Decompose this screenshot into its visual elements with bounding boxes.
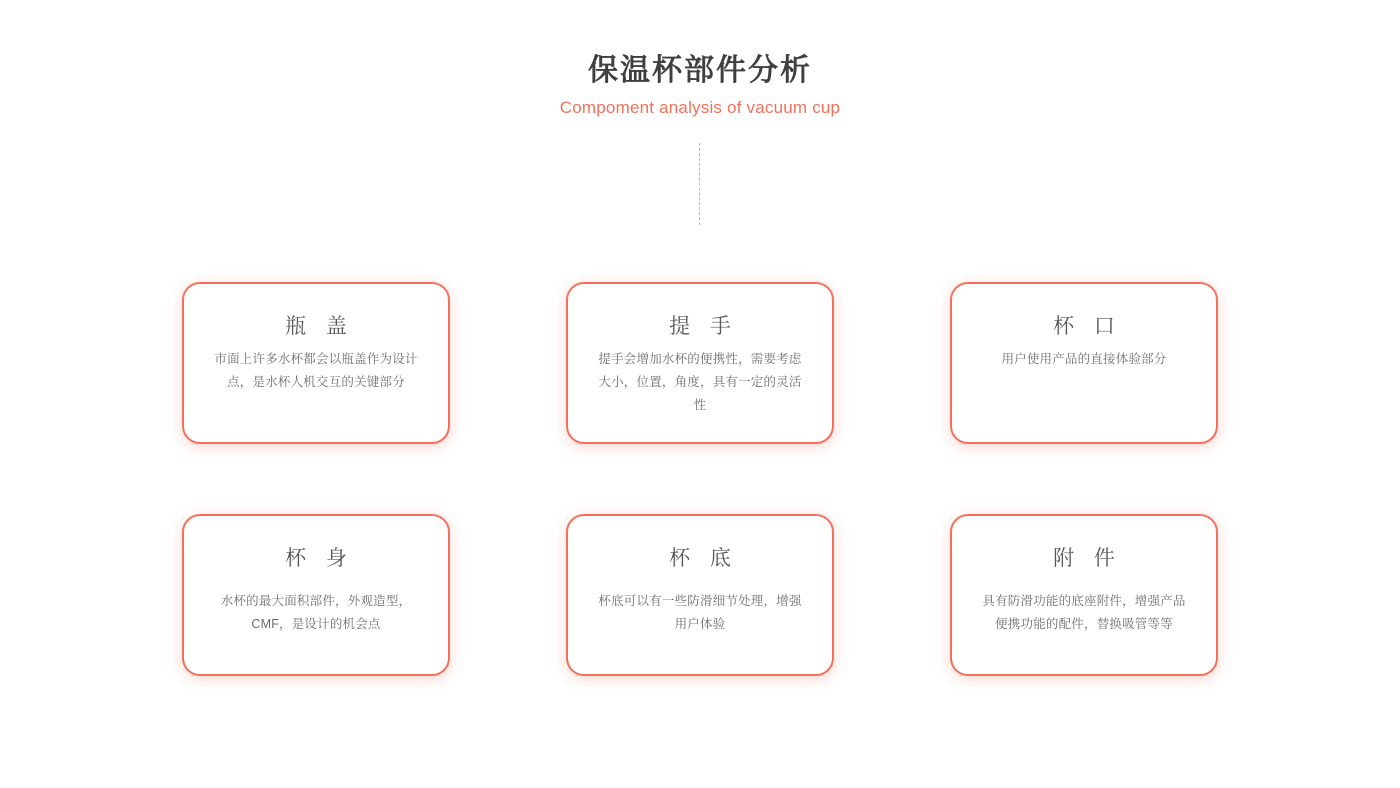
card-title: 瓶 盖 bbox=[285, 315, 354, 338]
page-subtitle: Compoment analysis of vacuum cup bbox=[559, 97, 841, 117]
page-title: 保温杯部件分析 bbox=[588, 54, 812, 87]
component-card-accessories[interactable] bbox=[950, 514, 1218, 676]
component-card-handle[interactable] bbox=[566, 282, 834, 444]
slide-header bbox=[0, 52, 1400, 118]
component-card-cup-body[interactable] bbox=[182, 514, 450, 676]
card-description: 市面上许多水杯都会以瓶盖作为设计点，是水杯人机交互的关键部分 bbox=[214, 352, 418, 390]
card-title: 杯 身 bbox=[285, 547, 354, 570]
card-description: 具有防滑功能的底座附件，增强产品便携功能的配件，替换吸管等等 bbox=[982, 594, 1186, 632]
component-card-bottle-cap[interactable] bbox=[182, 282, 450, 444]
card-description: 水杯的最大面积部件，外观造型，CMF，是设计的机会点 bbox=[220, 594, 412, 632]
card-title: 附 件 bbox=[1053, 547, 1122, 570]
dashed-connector-line bbox=[699, 143, 700, 225]
card-title: 杯 底 bbox=[669, 547, 738, 570]
component-card-cup-mouth[interactable] bbox=[950, 282, 1218, 444]
card-description: 杯底可以有一些防滑细节处理，增强用户体验 bbox=[598, 594, 802, 632]
card-description: 用户使用产品的直接体验部分 bbox=[1001, 352, 1167, 366]
card-title: 杯 口 bbox=[1053, 315, 1122, 338]
card-title: 提 手 bbox=[669, 315, 738, 338]
component-card-cup-bottom[interactable] bbox=[566, 514, 834, 676]
component-card-grid bbox=[0, 282, 1400, 676]
card-description: 提手会增加水杯的便携性，需要考虑大小，位置，角度，具有一定的灵活性 bbox=[598, 352, 802, 413]
